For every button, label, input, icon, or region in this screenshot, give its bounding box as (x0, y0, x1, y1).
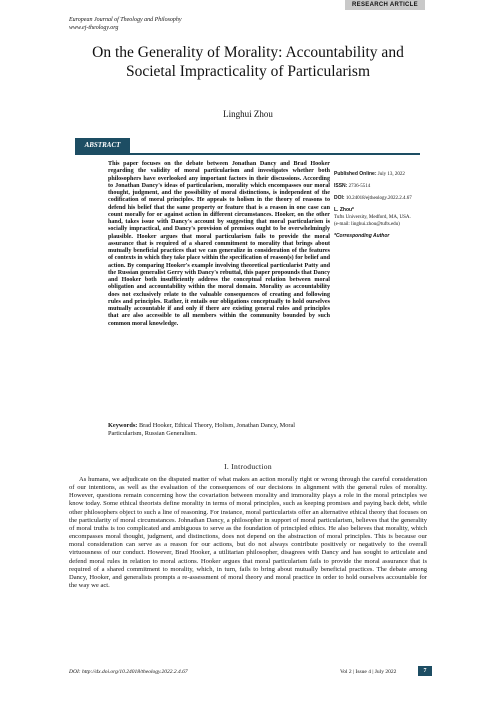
article-type-badge: RESEARCH ARTICLE (345, 0, 425, 10)
corresponding-label: *Corresponding Author (334, 233, 390, 239)
published-value: July 13, 2022 (377, 172, 405, 177)
sidebar-author-name: L. Zhou* (334, 207, 354, 213)
abstract-heading: ABSTRACT (75, 138, 130, 153)
doi-value[interactable]: 10.24018/ejtheology.2022.2.4.67 (345, 196, 412, 201)
keywords-label: Keywords: (108, 422, 138, 429)
author-name: Linghui Zhou (223, 109, 273, 119)
footer-doi[interactable]: DOI: http://dx.doi.org/10.24018/theology.2022.2.4.67 (69, 669, 188, 675)
author-email[interactable]: (e-mail: linghui.zhou@tufts.edu) (334, 222, 400, 227)
abstract-divider (75, 153, 420, 155)
published-info (334, 171, 434, 178)
introduction-text: As humans, we adjudicate on the disputed matter of what makes an action morally right or wrong through the careful consideration of our intentions, as well as the evaluation of the consequences of our decisions in alignment with the general rules of morality. However, questions remain concerning how the covariation between morality and immorality plays a role in the moral principles we know today. Some ethical theorists define morality in terms of moral principles, such as keeping promises and paying back debt, while other philosophers object to such a line of reasoning. For instance, moral particularists offer an alternative ethical theory that focuses on the particularity of moral circumstances. Johnathan Dancy, a philosopher in support of moral particularism, believes that the generality of moral truths is too complicated and ambiguous to serve as the foundation of principled ethics. He also believes that morality, which encompasses moral thought, judgment, and distinctions, does not depend on the abstraction of moral principles. This is because our moral consideration can serve as a reason for our actions, but do not always contribute positively or negatively to the overall virtuousness of our conduct. However, Brad Hooker, a utilitarian philosopher, disagrees with Dancy and has sought to articulate and defend moral rules in relation to moral actions. Hooker argues that moral particularism fails to provide the moral assurance that is required of a shared commitment to morality, which, in turn, fails to bring about mutually beneficial practices. The debate among Dancy, Hooker, and generalists prompts a re-assessment of moral theory and moral practice in order to hold ourselves accountable for the way we act. (69, 476, 427, 590)
issn-info (334, 183, 434, 190)
article-info-sidebar (334, 171, 434, 245)
published-label: Published Online: (334, 171, 377, 177)
author-info (334, 207, 434, 228)
article-title: On the Generality of Morality: Accountability and Societal Impracticality of Particularism (92, 44, 404, 80)
journal-url[interactable]: www.ej-theology.org (69, 25, 119, 31)
page-number: 7 (418, 666, 432, 676)
journal-name: European Journal of Theology and Philosophy (69, 17, 182, 23)
keywords-text: Brad Hooker, Ethical Theory, Holism, Jonathan Dancy, Moral Particularism, Russian Generalism. (108, 422, 295, 437)
abstract-text: This paper focuses on the debate between Jonathan Dancy and Brad Hooker regarding the validity of moral particularism and investigates whether both philosophers have overlooked any important factors in their discussions. According to Jonathan Dancy's ideas of particularism, morality which encompasses our moral thought, judgment, and the possibility of moral distinctions, is independent of the codification of moral principles. He appeals to holism in the theory of reasons to defend his belief that the same property or feature that is a reason in one case can count morally for or against action in different circumstances. Hooker, on the other hand, takes issue with Dancy's account by suggesting that moral particularism is socially impractical, and Dancy's provision of premises ought to be overwhelmingly plausible. Hooker argues that moral particularism fails to provide the moral assurance that is required of a shared commitment to morality that brings about mutually beneficial practices that we can generalize in consideration of the features of contexts in which they take place within the specification of reason(s) for belief and action. By comparing Hooker's example involving theoretical particularist Patty and the Russian generalist Gerry with Dancy's rebuttal, this paper propounds that Dancy and Hooker both insufficiently address the conceptual relation between moral obligation and accountability within the moral domain. Morality as accountability does not exclusively relate to the valuable consequences of creating and following rules and principles. Rather, it entails our obligations conceptually to hold ourselves mutually accountable if and only if there are existing general rules and principles that are also accessible to all members within the community bounded by such common moral knowledge. (108, 161, 330, 327)
doi-label: DOI: (334, 195, 345, 201)
author-affiliation: Tufts University, Medford, MA, USA. (334, 215, 411, 220)
keywords-section (108, 422, 330, 438)
issn-value: 2736-5514 (348, 184, 371, 189)
footer-issue: Vol 2 | Issue 4 | July 2022 (340, 669, 397, 675)
journal-header (69, 16, 182, 32)
corresponding-note (334, 233, 434, 240)
introduction-heading: I. Introduction (224, 462, 272, 471)
doi-info (334, 195, 434, 202)
issn-label: ISSN: (334, 183, 348, 189)
